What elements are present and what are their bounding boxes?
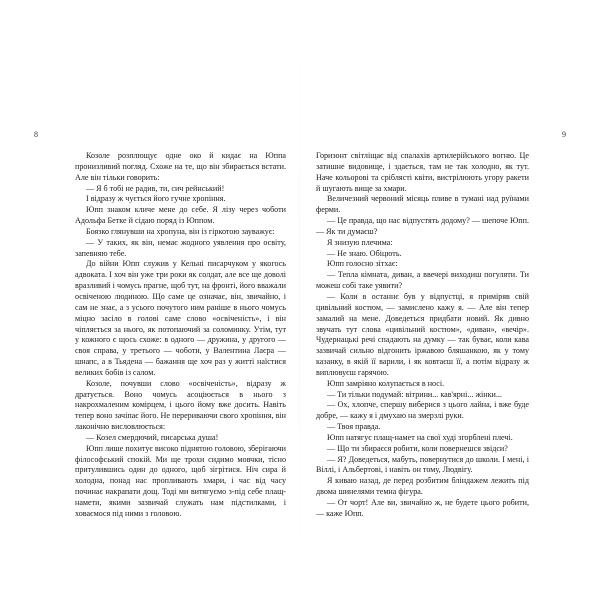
paragraph: Я киваю назад, де перед розбитим бліндажем лежить під двома шинелями темна фігура. — [316, 476, 529, 497]
paragraph: — Ти тільки подумай: вітрини... кав'ярні... жінки... — [327, 389, 502, 399]
paragraph: Горизонт світліщає від спалахів артилерійського вогню. Це затишне видовище, і здається, там не так холодно, як тут. Наче кольорові та сріблясті квіти, вистрілюють угору ракети й шугають вище за хмари. — [316, 151, 529, 193]
paragraph: Юпп замріяно колупається в носі. — [327, 378, 445, 388]
paragraph: До війни Юпп служив у Кельні писарчуком у якогось адвоката. І хоч він уже три роки як солдат, але все ще доволі вразливий і чомусь прагне, щоб тут, на фронті, його вважали освіченою людиною. Що саме це означає, він, звичайно, і сам не знає, а з усього почутого ним раніше в нього чомусь міцно засіло в голові саме слово «освіченість», і він чіпляється за нього, як потопаючий за соломинку. Утім, тут у кожного є щось схоже: в одного — дружина, у другого — своя справа, у третього — чоботи, у Валентина Лаєра — шнапс, а в Тьядена — бажання ще хоч раз у житті наїстися великих бобів із салом. — [75, 259, 286, 377]
paragraph: — Тепла кімната, диван, а ввечері виходиш погуляти. Ти можеш собі таке уявити? — [316, 270, 529, 291]
paragraph: — Коли в останнє був у відпустці, я приміряв свій цивільний костюм, — замислено кажу я. — Але він тепер замалий на мене. Доведеться придбати новий. Як дивно звучать тут слова «цивільний костюм», «диван», «вечір». Чудернацькі речі спадають на думку — так буває, коли кава зазвичай сильно відгонить іржавою бляшанкою, як у тому казанку, в якій її варили, і як ковтаєш її, а потім відразу ж виплювуєш гарячою. — [316, 291, 529, 377]
paragraph: — Не знаю. Обіцють. — [327, 248, 402, 258]
paragraph: — Я? Доведеться, мабуть, повернутися до школи. І мені, і Віллі, і Альбертові, і навіть он тому, Людвігу. — [316, 454, 529, 475]
gutter — [299, 0, 300, 600]
paragraph: Юпп знаком кличе мене до себе. Я лізу через чоботи Адольфа Бетке й сідаю поряд із Юппом. — [75, 205, 286, 226]
paragraph: Величезний червоний місяць пливе в тумані над руїнами ферми. — [316, 194, 529, 215]
paragraph: — Що ти збираєся робити, коли повернешся звідси? — [327, 443, 508, 453]
paragraph: І відразу ж чується його гучне хропіння. — [86, 194, 226, 204]
paragraph: — Це правда, що нас відпустять додому? — шепоче Юпп. — Як ти думаєш? — [316, 216, 529, 236]
paragraph: Боязко глянувши на хропуна, він із гіркотою зауважує: — [86, 226, 275, 236]
paragraph: Юпп лише похитує високо піднятою головою, зберігаючи філософський спокій. Ми ще трохи сидимо мовчки, тісно притулившись один до одного, щоб зігрітися. Ніч сира й холодна, понад нас пропливають хмари, і час від часу починає накрапати дощ. Тоді ми витягуємо з-під себе плащ-намети, якими зазвичай служать нам підстилками, і ховаємося під ними з головою. — [75, 443, 286, 518]
paragraph: — От чорт! Але ви, звичайно ж, не будете цього робити, — каже Юпп. — [316, 498, 529, 518]
paragraph: — Козел смердючий, писарська душа! — [86, 432, 219, 442]
paragraph: Козоле, почувши слово «освіченість», відразу ж дратується. Воно чомусь асоціюється в нього з накрохмаленим комірцем, і цього йому вже досить. Навіть тепер воно зачіпає його. Не перериваючи свого хропіння, він лаконічно висловлюється: — [75, 378, 286, 432]
right-page-text — [316, 151, 529, 520]
paragraph: — Твоя правда. — [327, 422, 381, 432]
paragraph: Я знизую плечима: — [327, 237, 393, 247]
paragraph: — Ох, хлопче, спершу виберися з цього лайна, і вже буде добре, — кажу я і дмухаю на змерзлі руки. — [316, 400, 529, 421]
left-page-text — [75, 151, 286, 520]
paragraph: Козоле розплющує одне око й кидає на Юппа пронизливий погляд. Схоже на те, що він збирається встати. Але він тільки говорить: — [75, 151, 286, 182]
paragraph: Юпп голосно зітхає: — [327, 259, 398, 269]
page-number-left: 8 — [34, 130, 38, 139]
paragraph: — У таких, як він, немає жодного уявлення про освіту, запевняю тебе. — [75, 237, 286, 258]
paragraph: — Я б тобі не радив, ти, сич рейнський! — [86, 183, 225, 193]
page-number-right: 9 — [562, 130, 566, 139]
paragraph: Юпп натягує плащ-намет на свої худі згорблені плечі. — [327, 432, 513, 442]
